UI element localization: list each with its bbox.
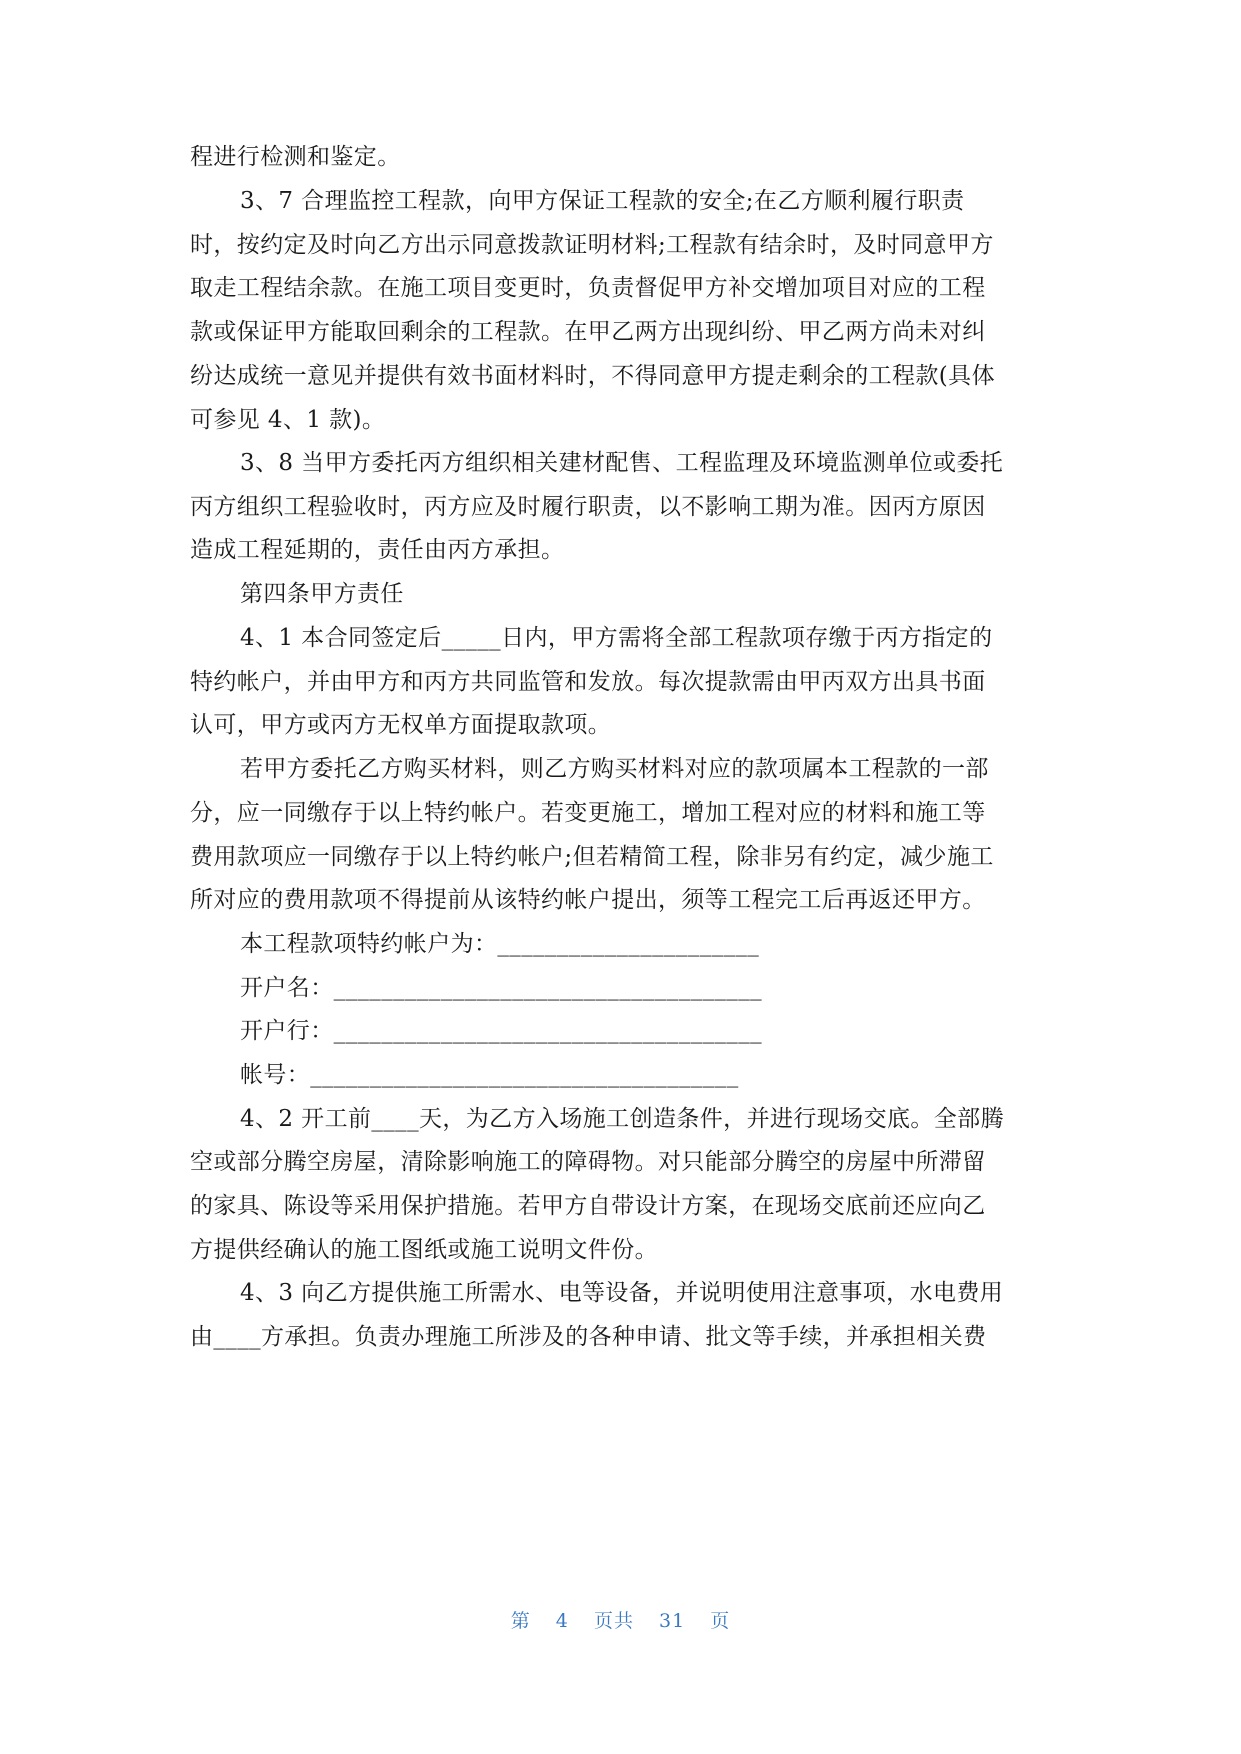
section-heading: 第四条甲方责任 (240, 581, 404, 607)
account-number-line: 帐号：____________________________________ (240, 1062, 739, 1088)
body-text-line: 丙方组织工程验收时，丙方应及时履行职责，以不影响工期为准。因丙方原因 (190, 494, 986, 520)
footer-total-pages: 31 (659, 1610, 686, 1632)
body-text-line: 造成工程延期的，责任由丙方承担。 (190, 537, 565, 563)
footer-current-page: 4 (555, 1610, 569, 1632)
footer-label-ye: 页 (710, 1610, 731, 1632)
body-text-line: 由____方承担。负责办理施工所涉及的各种申请、批文等手续，并承担相关费 (190, 1324, 987, 1350)
account-field-line: 本工程款项特约帐户为：______________________ (240, 931, 760, 957)
bank-name-line: 开户行：____________________________________ (240, 1018, 762, 1044)
body-text-line: 若甲方委托乙方购买材料，则乙方购买材料对应的款项属本工程款的一部 (240, 756, 989, 782)
account-name-line: 开户名：____________________________________ (240, 975, 762, 1001)
body-text-line: 认可，甲方或丙方无权单方面提取款项。 (190, 712, 612, 738)
body-text-line: 款或保证甲方能取回剩余的工程款。在甲乙两方出现纠纷、甲乙两方尚未对纠 (190, 319, 986, 345)
body-text-line: 特约帐户，并由甲方和丙方共同监管和发放。每次提款需由甲丙双方出具书面 (190, 669, 986, 695)
body-text-line: 费用款项应一同缴存于以上特约帐户;但若精简工程，除非另有约定，减少施工 (190, 844, 994, 870)
body-text-line: 4、1 本合同签定后_____日内，甲方需将全部工程款项存缴于丙方指定的 (240, 625, 993, 651)
body-text-line: 取走工程结余款。在施工项目变更时，负责督促甲方补交增加项目对应的工程 (190, 275, 986, 301)
footer-label-di: 第 (510, 1610, 531, 1632)
body-text-line: 纷达成统一意见并提供有效书面材料时，不得同意甲方提走剩余的工程款(具体 (190, 363, 995, 389)
body-text-line: 4、2 开工前____天，为乙方入场施工创造条件，并进行现场交底。全部腾 (240, 1106, 1004, 1132)
footer-label-ye-gong: 页共 (593, 1610, 634, 1632)
body-text-line: 的家具、陈设等采用保护措施。若甲方自带设计方案，在现场交底前还应向乙 (190, 1193, 986, 1219)
body-text-line: 4、3 向乙方提供施工所需水、电等设备，并说明使用注意事项，水电费用 (240, 1280, 1004, 1306)
body-text-line: 方提供经确认的施工图纸或施工说明文件份。 (190, 1237, 658, 1263)
body-text-line: 可参见 4、1 款)。 (190, 407, 386, 433)
body-text-line: 3、7 合理监控工程款，向甲方保证工程款的安全;在乙方顺利履行职责 (240, 188, 965, 214)
body-text-line: 空或部分腾空房屋，清除影响施工的障碍物。对只能部分腾空的房屋中所滞留 (190, 1149, 986, 1175)
body-text-line: 所对应的费用款项不得提前从该特约帐户提出，须等工程完工后再返还甲方。 (190, 887, 986, 913)
body-text-line: 程进行检测和鉴定。 (190, 144, 401, 170)
body-text-line: 时，按约定及时向乙方出示同意拨款证明材料;工程款有结余时，及时同意甲方 (190, 232, 994, 258)
body-text-line: 3、8 当甲方委托丙方组织相关建材配售、工程监理及环境监测单位或委托 (240, 450, 1004, 476)
page-footer (0, 1606, 1241, 1633)
body-text-line: 分，应一同缴存于以上特约帐户。若变更施工，增加工程对应的材料和施工等 (190, 800, 986, 826)
